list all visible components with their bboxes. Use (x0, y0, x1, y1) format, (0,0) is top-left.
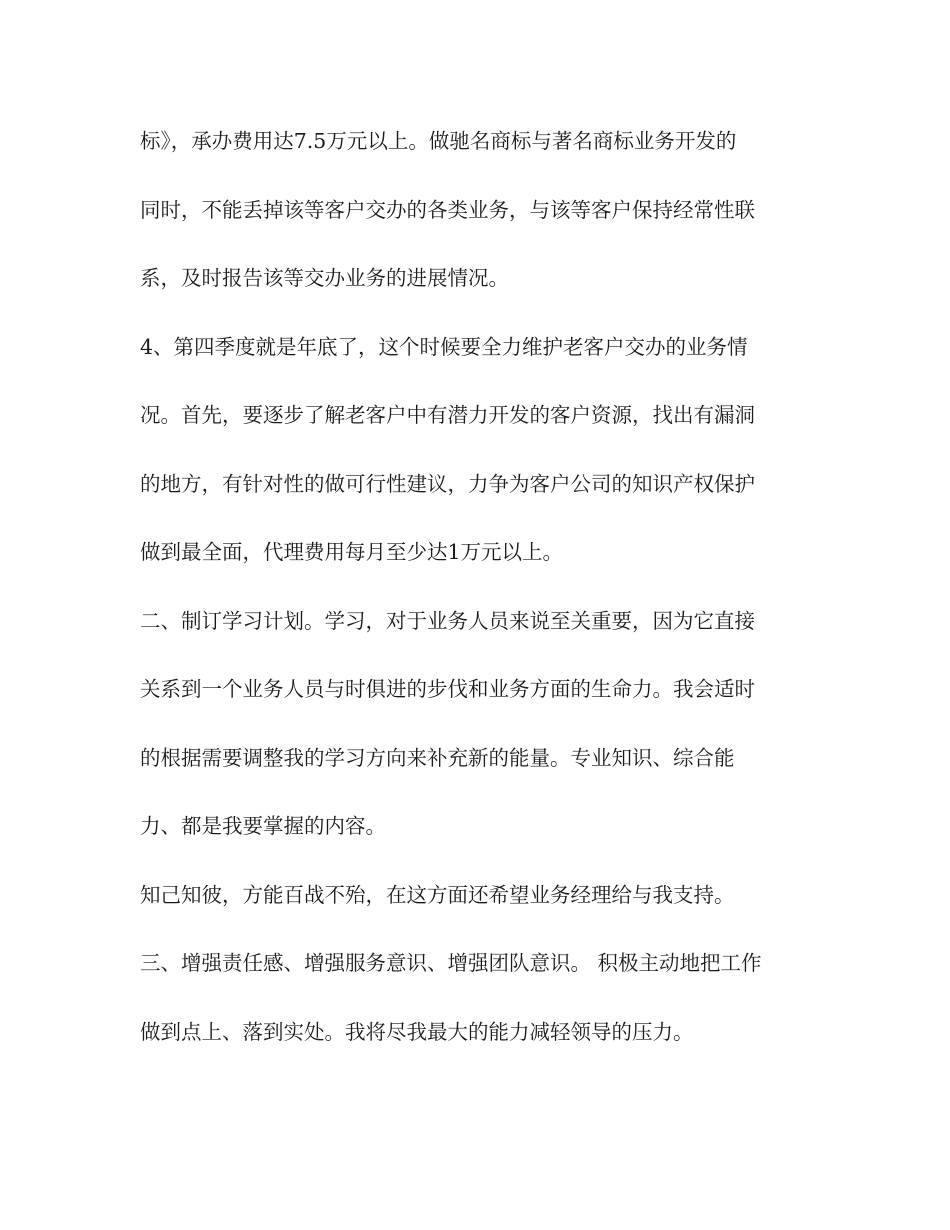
text-line: 标》，承办费用达7.5万元以上。做驰名商标与著名商标业务开发的 (140, 129, 737, 153)
text-line: 力、都是我要掌握的内容。 (140, 814, 386, 838)
document-body (140, 121, 820, 1080)
text-line: 做到最全面，代理费用每月至少达1万元以上。 (140, 540, 564, 564)
text-line: 二、制订学习计划。学习，对于业务人员来说至关重要，因为它直接 (140, 608, 755, 633)
text-line: 4、第四季度就是年底了，这个时候要全力维护老客户交办的业务情 (140, 334, 748, 359)
text-line: 知己知彼，方能百战不殆，在这方面还希望业务经理给与我支持。 (140, 882, 735, 907)
text-line: 同时，不能丢掉该等客户交办的各类业务，与该等客户保持经常性联 (140, 197, 755, 222)
text-line: 的根据需要调整我的学习方向来补充新的能量。专业知识、综合能 (140, 745, 735, 770)
text-line: 三、增强责任感、增强服务意识、增强团队意识。 积极主动地把工作 (140, 951, 762, 975)
text-line: 做到点上、落到实处。我将尽我最大的能力减轻领导的压力。 (140, 1019, 694, 1044)
text-line: 系，及时报告该等交办业务的进展情况。 (140, 266, 509, 290)
text-line: 况。首先，要逐步了解老客户中有潜力开发的客户资源，找出有漏洞 (140, 403, 755, 427)
text-line: 关系到一个业务人员与时俱进的步伐和业务方面的生命力。我会适时 (140, 677, 755, 701)
text-line: 的地方，有针对性的做可行性建议，力争为客户公司的知识产权保护 (140, 471, 755, 496)
